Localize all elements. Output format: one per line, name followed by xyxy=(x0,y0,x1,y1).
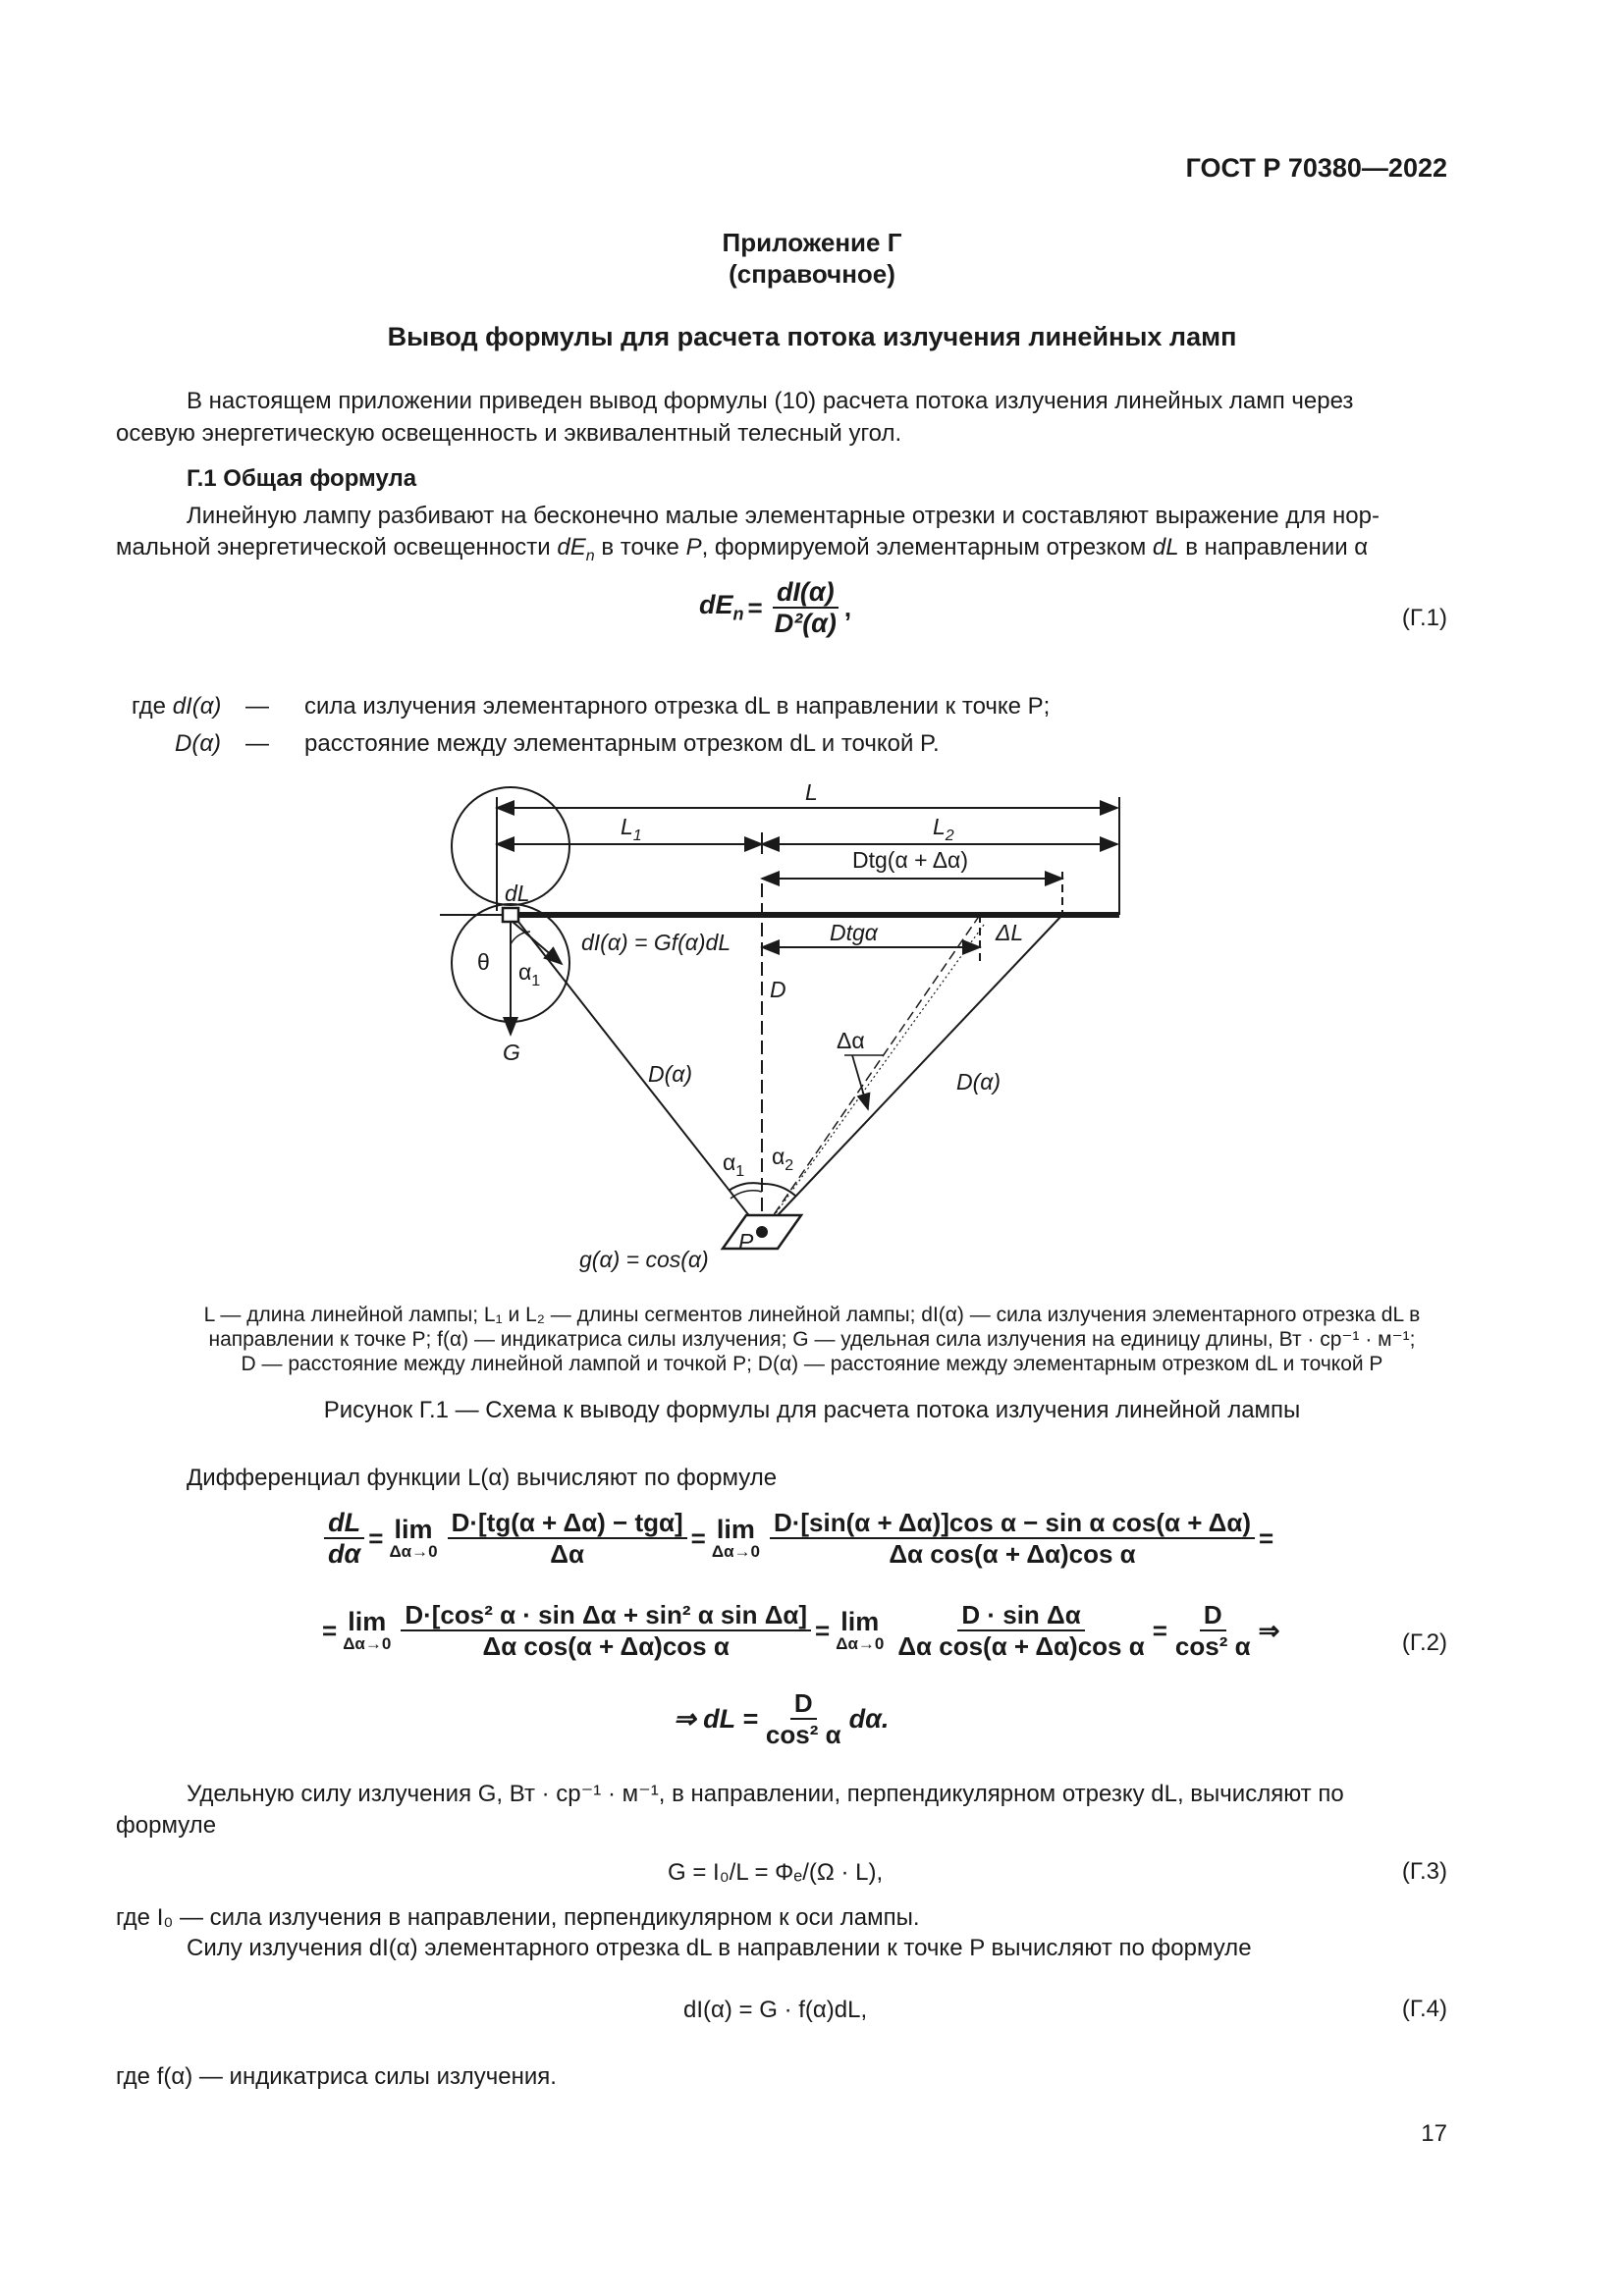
document-number: ГОСТ Р 70380—2022 xyxy=(1185,153,1447,183)
equation-g1-number: (Г.1) xyxy=(1401,605,1447,631)
label-P: P xyxy=(738,1229,754,1255)
appendix-subtitle: (справочное) xyxy=(729,259,895,289)
equation-g4: dI(α) = G · f(α)dL, xyxy=(683,1997,868,2023)
label-dL: dL xyxy=(505,881,530,906)
where-g1-item-1: где dI(α) — сила излучения элементарного отрезка dL в направлении к точке P; xyxy=(132,693,1051,720)
label-delta-alpha: Δα xyxy=(837,1028,865,1053)
label-alpha1-top: $\alpha_1$ xyxy=(518,959,541,989)
equation-g3-number: (Г.3) xyxy=(1401,1858,1447,1885)
section-p1-line-1: Линейную лампу разбивают на бесконечно малые элементарные отрезки и составляют выражение для нор- xyxy=(187,503,1380,529)
label-Dalpha-left: D(α) xyxy=(648,1061,693,1087)
intro-line-1: В настоящем приложении приведен вывод формулы (10) расчета потока излучения линейных ламп через xyxy=(187,388,1354,414)
figure-legend-line-2: направлении к точке P; f(α) — индикатриса силы излучения; G — удельная сила излучения на единицу длины, Вт · ср⁻¹ · м⁻¹; xyxy=(208,1328,1416,1351)
where-g3: где I₀ — сила излучения в направлении, перпендикулярном к оси лампы. xyxy=(116,1904,920,1931)
equation-g2-row-2: = lim Δα→0 $\frac{\text{D·[cos² α · sin Δα + sin² α sin Δα]}}{\text{Δα cos(α + Δα)cos α}}$ = lim Δα→0 $\frac{\text{D · sin Δα}}{\text{Δα cos(α + Δα)cos α}}$ = $\frac{D}{\text{cos² α}}$ ⇒ xyxy=(322,1600,1280,1661)
figure-legend-line-3: D — расстояние между линейной лампой и точкой P; D(α) — расстояние между элементарным отрезком dL и точкой P xyxy=(241,1353,1383,1375)
page-number: 17 xyxy=(1421,2120,1447,2147)
label-dtg-sum: Dtg(α + Δα) xyxy=(852,847,969,873)
equation-g2-row-3: ⇒ dL = $\frac{D}{\text{cos² α}}$ dα. xyxy=(674,1688,890,1749)
equation-g3: G = I₀/L = Φₑ/(Ω · L), xyxy=(668,1859,884,1886)
equation-g1: $dE_n$ = $\frac{dI(\alpha)}{\text{D²(α)}}$ , xyxy=(699,577,852,638)
label-deltaL: ΔL xyxy=(996,920,1024,945)
figure-caption: Рисунок Г.1 — Схема к выводу формулы для расчета потока излучения линейной лампы xyxy=(323,1397,1301,1423)
label-L2: $L_2$ xyxy=(933,814,954,844)
spec-intensity-line-2: формуле xyxy=(116,1812,217,1839)
label-Dalpha-right: D(α) xyxy=(956,1069,1001,1095)
differential-intro: Дифференциал функции L(α) вычисляют по формуле xyxy=(187,1465,778,1491)
equation-g4-number: (Г.4) xyxy=(1401,1996,1447,2022)
section-p1-line-2: мальной энергетической освещенности $dE_n$ в точке P, формируемой элементарным отрезком dL в направлении α xyxy=(116,534,1369,564)
label-g-alpha: g(α) = cos(α) xyxy=(579,1247,709,1272)
equation-g2-row-1: $\frac{dL}{d\alpha}$ = lim Δα→0 $\frac{\text{D·[tg(α + Δα) − tgα]}}{\Delta\alpha}$ = lim Δα→0 $\frac{\text{D·[sin(α + Δα)]cos α − sin α cos(α + Δα)}}{\text{Δα cos(α + Δα)cos α}}$ = xyxy=(320,1508,1273,1569)
equation-g2-number: (Г.2) xyxy=(1401,1629,1447,1656)
label-theta: θ xyxy=(477,949,490,975)
where-g1-item-2: D(α) — расстояние между элементарным отрезком dL и точкой P. xyxy=(175,730,940,757)
where-g4: где f(α) — индикатриса силы излучения. xyxy=(116,2063,557,2090)
label-dI: dI(α) = Gf(α)dL xyxy=(581,930,731,955)
label-L1: $L_1$ xyxy=(621,814,642,844)
label-alpha2: $\alpha_2$ xyxy=(772,1144,794,1174)
figure-legend-line-1: L — длина линейной лампы; L₁ и L₂ — длины сегментов линейной лампы; dI(α) — сила излучения элементарного отрезка dL в xyxy=(203,1304,1421,1326)
intro-line-2: осевую энергетическую освещенность и эквивалентный телесный угол. xyxy=(116,420,902,447)
dI-intro: Силу излучения dI(α) элементарного отрезка dL в направлении к точке P вычисляют по формуле xyxy=(187,1935,1252,1961)
label-D: D xyxy=(770,977,786,1002)
label-dtga: Dtgα xyxy=(830,920,878,945)
appendix-heading: Вывод формулы для расчета потока излучения линейных ламп xyxy=(387,322,1237,351)
element-dL xyxy=(503,908,518,922)
spec-intensity-line-1: Удельную силу излучения G, Вт · ср⁻¹ · м⁻¹, в направлении, перпендикулярном отрезку dL, вычисляют по xyxy=(187,1781,1344,1807)
appendix-title: Приложение Г xyxy=(722,228,902,257)
vector-dI xyxy=(513,922,562,964)
section-heading: Г.1 Общая формула xyxy=(187,465,417,492)
label-L: L xyxy=(805,779,818,805)
distance-line-left xyxy=(518,922,762,1232)
label-G: G xyxy=(503,1040,520,1065)
label-alpha1-bottom: $\alpha_1$ xyxy=(723,1149,745,1180)
